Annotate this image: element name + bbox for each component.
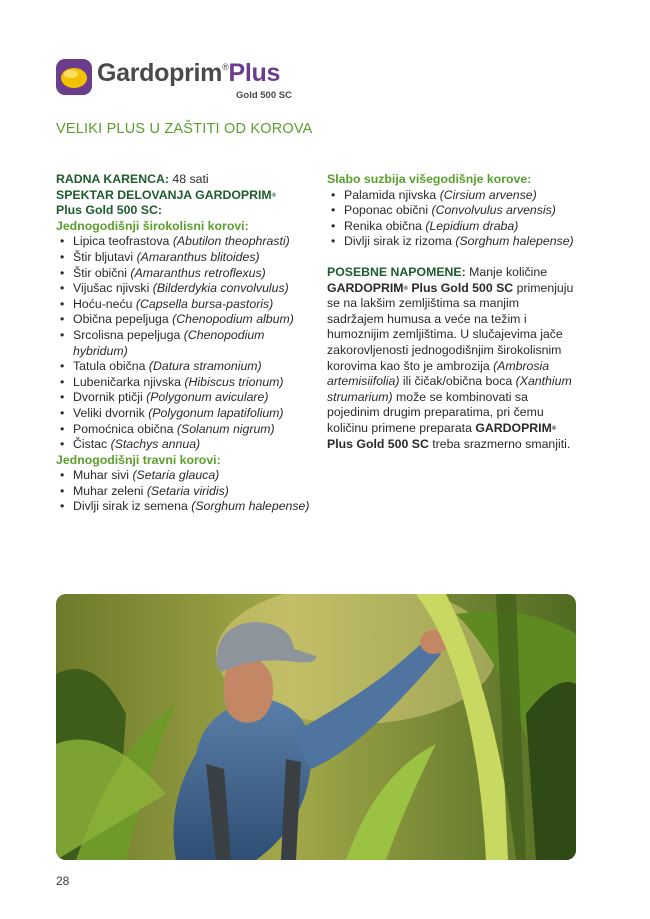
weed-common-name: Muhar sivi <box>73 468 133 483</box>
spektar-heading: SPEKTAR DELOVANJA GARDOPRIM® <box>56 187 277 202</box>
list-item <box>56 312 312 328</box>
weed-latin-name: (Hibiscus trionum) <box>184 374 284 389</box>
weed-common-name: Muhar zeleni <box>73 483 147 498</box>
grass-heading: Jednogodišnji travni korovi: <box>56 452 221 467</box>
list-item <box>56 297 312 313</box>
weed-latin-name: (Polygonum aviculare) <box>146 390 269 405</box>
perennial-heading: Slabo suzbija višegodišnje korove: <box>327 172 532 186</box>
brand-subtitle: Gold 500 SC <box>236 90 292 101</box>
weed-latin-name: (Sorghum halepense) <box>455 234 574 249</box>
weed-common-name: Divlji sirak iz semena <box>73 499 192 514</box>
farmer-in-cornfield-illustration <box>56 594 576 860</box>
karenca-line: RADNA KARENCA: 48 sati <box>56 172 209 186</box>
list-item <box>56 484 312 500</box>
broadleaf-list <box>56 234 312 452</box>
list-item <box>56 437 312 453</box>
list-item <box>327 203 579 219</box>
list-item <box>56 422 312 438</box>
perennial-list <box>327 188 579 250</box>
weed-common-name: Tatula obična <box>73 359 149 374</box>
list-item <box>56 375 312 391</box>
weed-common-name: Pomoćnica obična <box>73 421 177 436</box>
tagline: VELIKI PLUS U ZAŠTITI OD KOROVA <box>56 121 313 137</box>
page-number: 28 <box>56 874 70 888</box>
list-item <box>56 468 312 484</box>
brand-logo <box>56 58 316 102</box>
list-item <box>56 406 312 422</box>
weed-latin-name: (Sorghum halepense) <box>191 499 310 514</box>
farmer-photo <box>56 594 576 860</box>
weed-common-name: Hoću-neću <box>73 296 136 311</box>
weed-common-name: Dvornik ptičji <box>73 390 147 405</box>
weed-latin-name: (Convolvulus arvensis) <box>431 203 556 218</box>
weed-common-name: Vijušac njivski <box>73 281 153 296</box>
brand-logo-icon <box>56 59 92 95</box>
weed-latin-name: (Chenopodium hybridum) <box>73 327 265 358</box>
list-item <box>56 250 312 266</box>
list-item <box>327 188 579 204</box>
weed-common-name: Lipica teofrastova <box>73 234 173 249</box>
weed-common-name: Veliki dvornik <box>73 405 149 420</box>
brand-name: Gardoprim®Plus <box>97 59 281 87</box>
weed-latin-name: (Lepidium draba) <box>425 218 519 233</box>
broadleaf-heading: Jednogodišnji širokolisni korovi: <box>56 218 249 233</box>
weed-common-name: Divlji sirak iz rizoma <box>344 234 456 249</box>
weed-common-name: Štir obični <box>73 265 131 280</box>
grass-list <box>56 468 312 515</box>
weed-latin-name: (Chenopodium album) <box>172 312 294 327</box>
list-item <box>56 281 312 297</box>
list-item <box>56 499 312 515</box>
list-item <box>56 359 312 375</box>
list-item <box>56 234 312 250</box>
list-item <box>56 328 312 359</box>
weed-latin-name: (Setaria viridis) <box>146 483 229 498</box>
weed-common-name: Renika obična <box>344 218 426 233</box>
weed-common-name: Obična pepeljuga <box>73 312 173 327</box>
weed-latin-name: (Stachys annua) <box>110 437 201 452</box>
weed-latin-name: (Datura stramonium) <box>148 359 262 374</box>
weed-common-name: Čistac <box>73 437 111 452</box>
list-item <box>327 219 579 235</box>
weed-latin-name: (Amaranthus blitoides) <box>136 249 260 264</box>
list-item <box>327 234 579 250</box>
right-column <box>327 172 579 452</box>
list-item <box>56 390 312 406</box>
weed-common-name: Srcolisna pepeljuga <box>73 327 184 342</box>
weed-latin-name: (Setaria glauca) <box>132 468 220 483</box>
weed-common-name: Štir bljutavi <box>73 249 137 264</box>
weed-latin-name: (Solanum nigrum) <box>176 421 275 436</box>
weed-latin-name: (Bilderdykia convolvulus) <box>152 281 289 296</box>
weed-common-name: Poponac obični <box>344 203 432 218</box>
weed-common-name: Palamida njivska <box>344 187 440 202</box>
weed-latin-name: (Cirsium arvense) <box>439 187 537 202</box>
spektar-heading-product: Plus Gold 500 SC: <box>56 203 162 218</box>
weed-latin-name: (Polygonum lapatifolium) <box>148 405 284 420</box>
special-notes: POSEBNE NAPOMENE: Manje količine GARDOPRIM® Plus Gold 500 SC primenjuju se na lakšim zemljištima sa manjim sadržajem humusa a veće na težim i humoznijim zemljištima. U slučajevima jače zakorovljenosti jednogodišnjim širokolisnim korovima kao što je ambrozija (Ambrosia artemisiifolia) ili čičak/obična boca (Xanthium strumarium) može se kombinovati sa pojedinim drugim preparatima, pri čemu količinu primene preparata GARDOPRIM® Plus Gold 500 SC treba srazmerno smanjiti. <box>327 264 574 451</box>
weed-latin-name: (Capsella bursa-pastoris) <box>135 296 274 311</box>
left-column <box>56 172 312 515</box>
list-item <box>56 266 312 282</box>
weed-common-name: Lubeničarka njivska <box>73 374 185 389</box>
weed-latin-name: (Amaranthus retroflexus) <box>130 265 266 280</box>
weed-latin-name: (Abutilon theophrasti) <box>172 234 290 249</box>
